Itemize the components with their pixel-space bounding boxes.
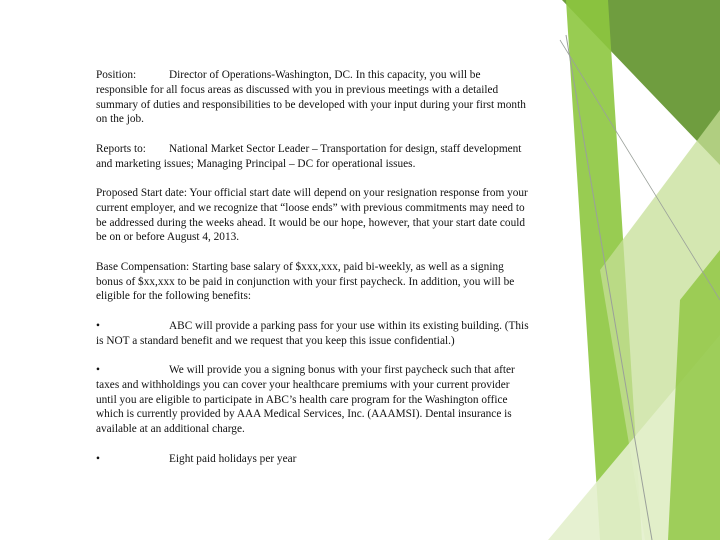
benefit-text-first: ABC will provide a parking pass for your use within its existing building. (169, 319, 502, 332)
reports-to-label: Reports to: (96, 142, 146, 155)
bullet-marker: • (96, 452, 100, 465)
start-date-paragraph: Proposed Start date: Your official start date will depend on your resignation response from your current employer, and we recognize that “loose ends” with previous commitments may need to be addressed during the weeks ahead. It would be our hope, however, that your start date could be on or before August 4, 2013. (96, 186, 528, 244)
benefit-text-rest: after taxes and withholdings you can cover your healthcare premiums with your current provider until you are eligible to participate in ABC’s health care program for the Washington office which is currently provided by AAA Medical Services, Inc. (AAAMSI). Dental insurance is available at an additional charge. (96, 363, 515, 436)
benefit-item-holidays (96, 452, 532, 467)
benefit-text-first: We will provide you a signing bonus with your first paycheck such that (169, 363, 492, 376)
bullet-marker: • (96, 319, 100, 332)
position-label: Position: (96, 69, 137, 81)
benefit-item-parking (96, 319, 532, 349)
reports-to-text-rest: development and marketing issues; Managing Principal – DC for operational issues. (96, 142, 522, 170)
reports-to-paragraph (96, 142, 532, 172)
benefit-text-first: Eight paid holidays per year (169, 452, 297, 465)
position-paragraph (96, 68, 532, 127)
compensation-paragraph: Base Compensation: Starting base salary of $xxx,xxx, paid bi-weekly, as well as a signing bonus of $xx,xxx to be paid in conjunction with your first paycheck. In addition, you will be eligible for the following benefits: (96, 260, 515, 303)
benefit-text-rest: (This is NOT a standard benefit and we request that you keep this issue confidential.) (96, 319, 529, 347)
position-text-first: Director of Operations-Washington, DC. In this capacity, you will be (169, 69, 481, 81)
reports-to-text-first: National Market Sector Leader – Transportation for design, staff (169, 142, 461, 155)
bullet-marker: • (96, 363, 100, 376)
position-text-rest: responsible for all focus areas as discussed with you in previous meetings with a detailed summary of duties and responsibilities to be developed with your input during your first month on the job. (96, 83, 526, 126)
benefit-item-signing-bonus (96, 363, 532, 437)
document-body (96, 68, 532, 481)
